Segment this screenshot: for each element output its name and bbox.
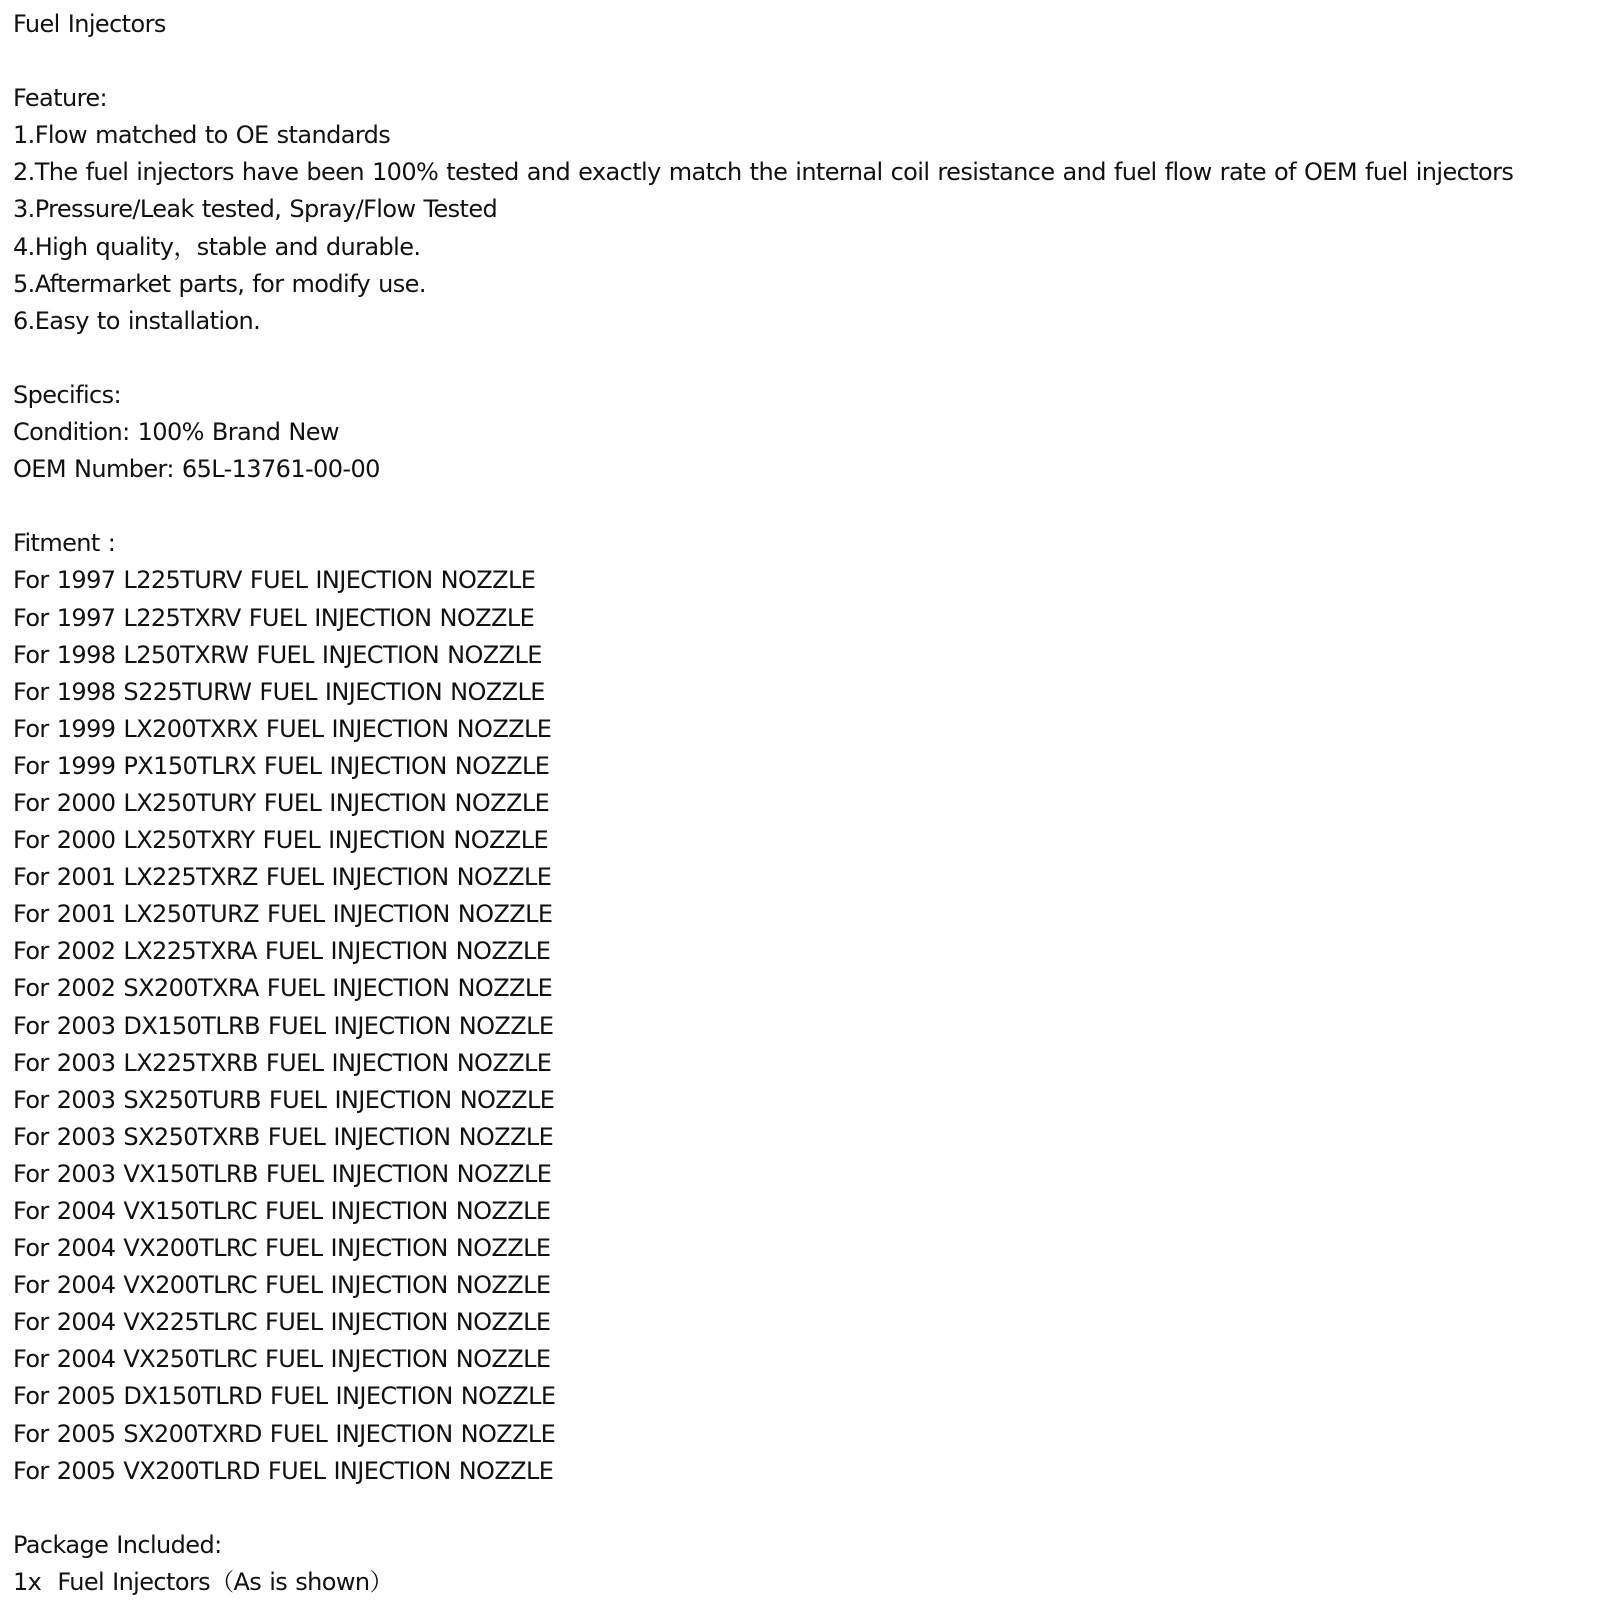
feature-item: 4.High quality，stable and durable. — [13, 232, 421, 261]
fitment-item: For 2004 VX250TLRC FUEL INJECTION NOZZLE — [13, 1345, 551, 1374]
fitment-heading: Fitment : — [13, 529, 116, 558]
fitment-item: For 2004 VX150TLRC FUEL INJECTION NOZZLE — [13, 1197, 551, 1225]
fitment-item: For 2005 DX150TLRD FUEL INJECTION NOZZLE — [13, 1382, 556, 1411]
fitment-item: For 2003 VX150TLRB FUEL INJECTION NOZZLE — [13, 1159, 552, 1188]
condition-text: Condition: 100% Brand New — [13, 418, 339, 447]
fitment-item: For 2005 VX200TLRD FUEL INJECTION NOZZLE — [13, 1456, 554, 1485]
spacer — [13, 43, 1590, 80]
feature-item: 3.Pressure/Leak tested, Spray/Flow Tested — [13, 195, 498, 224]
fitment-item: For 1997 L225TXRV FUEL INJECTION NOZZLE — [13, 603, 535, 632]
fitment-item: For 2003 SX250TURB FUEL INJECTION NOZZLE — [13, 1085, 555, 1114]
fitment-item: For 1998 S225TURW FUEL INJECTION NOZZLE — [13, 677, 545, 706]
package-heading: Package Included: — [13, 1530, 222, 1559]
fitment-item: For 1999 PX150TLRX FUEL INJECTION NOZZLE — [13, 751, 550, 780]
fitment-item: For 2002 SX200TXRA FUEL INJECTION NOZZLE — [13, 974, 553, 1003]
fitment-item: For 2000 LX250TURY FUEL INJECTION NOZZLE — [13, 788, 550, 817]
fitment-section — [13, 525, 1590, 1489]
fitment-item: For 2002 LX225TXRA FUEL INJECTION NOZZLE — [13, 937, 551, 966]
feature-heading: Feature: — [13, 84, 107, 113]
spacer — [13, 340, 1590, 377]
feature-item: 2.The fuel injectors have been 100% tested and exactly match the internal coil resistance and fuel flow rate of OEM fuel injectors — [13, 158, 1514, 187]
fitment-item: For 2003 LX225TXRB FUEL INJECTION NOZZLE — [13, 1048, 552, 1077]
spacer — [13, 1490, 1590, 1527]
fitment-item: For 2004 VX225TLRC FUEL INJECTION NOZZLE — [13, 1308, 551, 1337]
spacer — [13, 488, 1590, 525]
fitment-item: For 2000 LX250TXRY FUEL INJECTION NOZZLE — [13, 826, 549, 855]
document-title: Fuel Injectors — [13, 10, 166, 38]
package-section — [13, 1527, 1590, 1601]
fitment-item: For 1997 L225TURV FUEL INJECTION NOZZLE — [13, 566, 536, 595]
specifics-section — [13, 377, 1590, 488]
feature-item: 5.Aftermarket parts, for modify use. — [13, 269, 426, 298]
fitment-item: For 2004 VX200TLRC FUEL INJECTION NOZZLE — [13, 1271, 551, 1300]
fitment-item: For 2004 VX200TLRC FUEL INJECTION NOZZLE — [13, 1234, 551, 1263]
fitment-item: For 1998 L250TXRW FUEL INJECTION NOZZLE — [13, 640, 542, 669]
oem-number-text: OEM Number: 65L-13761-00-00 — [13, 455, 380, 484]
fitment-item: For 2001 LX250TURZ FUEL INJECTION NOZZLE — [13, 900, 553, 929]
fitment-item: For 1999 LX200TXRX FUEL INJECTION NOZZLE — [13, 714, 552, 743]
feature-section — [13, 80, 1590, 340]
feature-item: 1.Flow matched to OE standards — [13, 121, 391, 150]
fitment-item: For 2003 DX150TLRB FUEL INJECTION NOZZLE — [13, 1011, 554, 1040]
fitment-item: For 2005 SX200TXRD FUEL INJECTION NOZZLE — [13, 1419, 556, 1448]
fitment-item: For 2003 SX250TXRB FUEL INJECTION NOZZLE — [13, 1122, 554, 1151]
specifics-heading: Specifics: — [13, 380, 122, 409]
feature-item: 6.Easy to installation. — [13, 306, 261, 335]
package-item: 1x Fuel Injectors（As is shown） — [13, 1567, 393, 1596]
product-description — [13, 6, 1590, 1601]
fitment-item: For 2001 LX225TXRZ FUEL INJECTION NOZZLE — [13, 863, 552, 892]
